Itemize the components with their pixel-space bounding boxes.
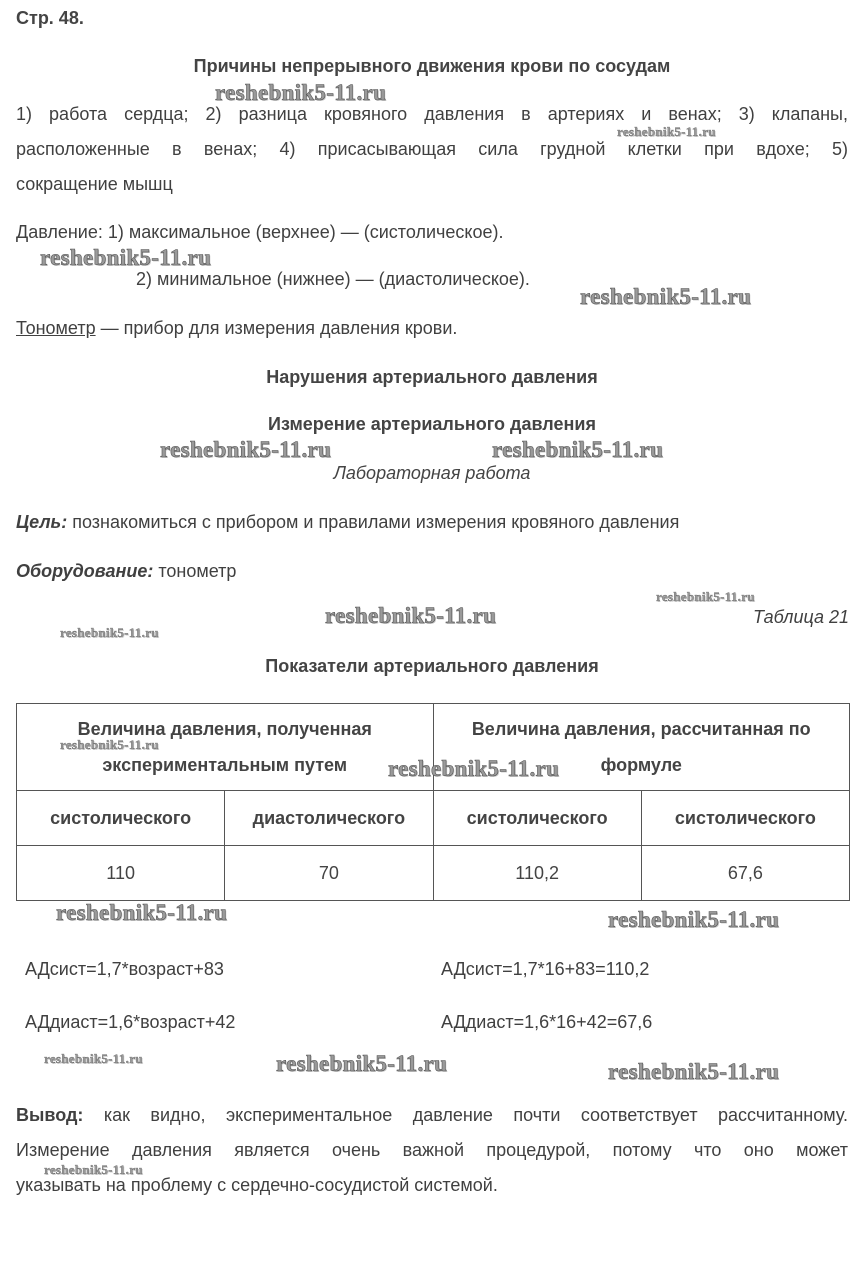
watermark: reshebnik5-11.ru — [617, 124, 716, 139]
tonometer-text: — прибор для измерения давления крови. — [95, 318, 458, 338]
conclusion-paragraph — [16, 1098, 848, 1203]
causes-line-2: расположенные в венах; 4) присасывающая сила грудной клетки при вдохе; 5) — [16, 139, 848, 159]
watermark: reshebnik5-11.ru — [492, 437, 664, 462]
subheader-calc-systolic-2: систолического — [641, 791, 849, 846]
watermark: reshebnik5-11.ru — [215, 80, 387, 105]
value-exp-systolic: 110 — [17, 846, 225, 901]
watermark: reshebnik5-11.ru — [388, 756, 560, 781]
watermark: reshebnik5-11.ru — [325, 603, 497, 628]
causes-paragraph — [16, 97, 848, 202]
watermark: reshebnik5-11.ru — [60, 625, 159, 640]
conclusion-line-2: Измерение давления является очень важной процедурой, потому что оно может — [16, 1140, 848, 1160]
subheader-exp-diastolic: диастолического — [225, 791, 433, 846]
lab-work-label: Лабораторная работа — [333, 463, 531, 483]
watermark: reshebnik5-11.ru — [44, 1051, 143, 1066]
formula-sys-calc: АДсист=1,7*16+83=110,2 — [441, 959, 650, 979]
table-caption: Таблица 21 — [752, 607, 849, 627]
conclusion-label: Вывод: — [16, 1105, 84, 1125]
formula-dia-calc: АДдиаст=1,6*16+42=67,6 — [441, 1012, 653, 1032]
watermark: reshebnik5-11.ru — [276, 1051, 448, 1076]
watermark: reshebnik5-11.ru — [656, 589, 755, 604]
table-row — [17, 846, 850, 901]
goal-label: Цель: — [16, 512, 68, 532]
value-exp-diastolic: 70 — [225, 846, 433, 901]
table-title: Показатели артериального давления — [265, 656, 599, 676]
value-calc-systolic: 110,2 — [433, 846, 641, 901]
value-calc-diastolic: 67,6 — [641, 846, 849, 901]
conclusion-text: как видно, экспериментальное давление почти соответствует рассчитанному. — [83, 1105, 848, 1125]
tonometer-term: Тонометр — [16, 318, 96, 338]
equipment-text: тонометр — [153, 561, 237, 581]
watermark: reshebnik5-11.ru — [608, 907, 780, 932]
causes-line-3: сокращение мышц — [16, 174, 173, 194]
watermark: reshebnik5-11.ru — [608, 1059, 780, 1084]
watermark: reshebnik5-11.ru — [160, 437, 332, 462]
page-number: Стр. 48. — [16, 8, 84, 28]
watermark: reshebnik5-11.ru — [40, 245, 212, 270]
pressure-min-line: 2) минимальное (нижнее) — (диастолическое). — [136, 269, 530, 289]
goal-text: познакомиться с прибором и правилами измерения кровяного давления — [67, 512, 680, 532]
table-subheader-row — [17, 791, 850, 846]
header-calculated: Величина давления, рассчитанная по формуле — [433, 704, 850, 791]
heading-blood-flow-causes: Причины непрерывного движения крови по сосудам — [193, 56, 671, 76]
formula-sys-general: АДсист=1,7*возраст+83 — [25, 959, 224, 979]
conclusion-line-1 — [16, 1098, 848, 1133]
conclusion-line-3: указывать на проблему с сердечно-сосудистой системой. — [16, 1175, 498, 1195]
subheader-calc-systolic: систолического — [433, 791, 641, 846]
watermark: reshebnik5-11.ru — [580, 284, 752, 309]
blood-pressure-table — [16, 703, 850, 901]
pressure-max-line: Давление: 1) максимальное (верхнее) — (систолическое). — [16, 222, 504, 242]
subheader-exp-systolic: систолического — [17, 791, 225, 846]
tonometer-definition — [16, 318, 457, 339]
equipment-label: Оборудование: — [16, 561, 154, 581]
watermark: reshebnik5-11.ru — [60, 737, 159, 752]
equipment-line — [16, 561, 236, 582]
goal-line — [16, 512, 679, 533]
watermark: reshebnik5-11.ru — [44, 1162, 143, 1177]
formula-dia-general: АДдиаст=1,6*возраст+42 — [25, 1012, 236, 1032]
watermark: reshebnik5-11.ru — [56, 900, 228, 925]
header-experimental: Величина давления, полученная экспериментальным путем — [17, 704, 434, 791]
heading-disorders: Нарушения артериального давления — [266, 367, 598, 387]
heading-measurement: Измерение артериального давления — [268, 414, 596, 434]
causes-line-1: 1) работа сердца; 2) разница кровяного давления в артериях и венах; 3) клапаны, — [16, 104, 848, 124]
